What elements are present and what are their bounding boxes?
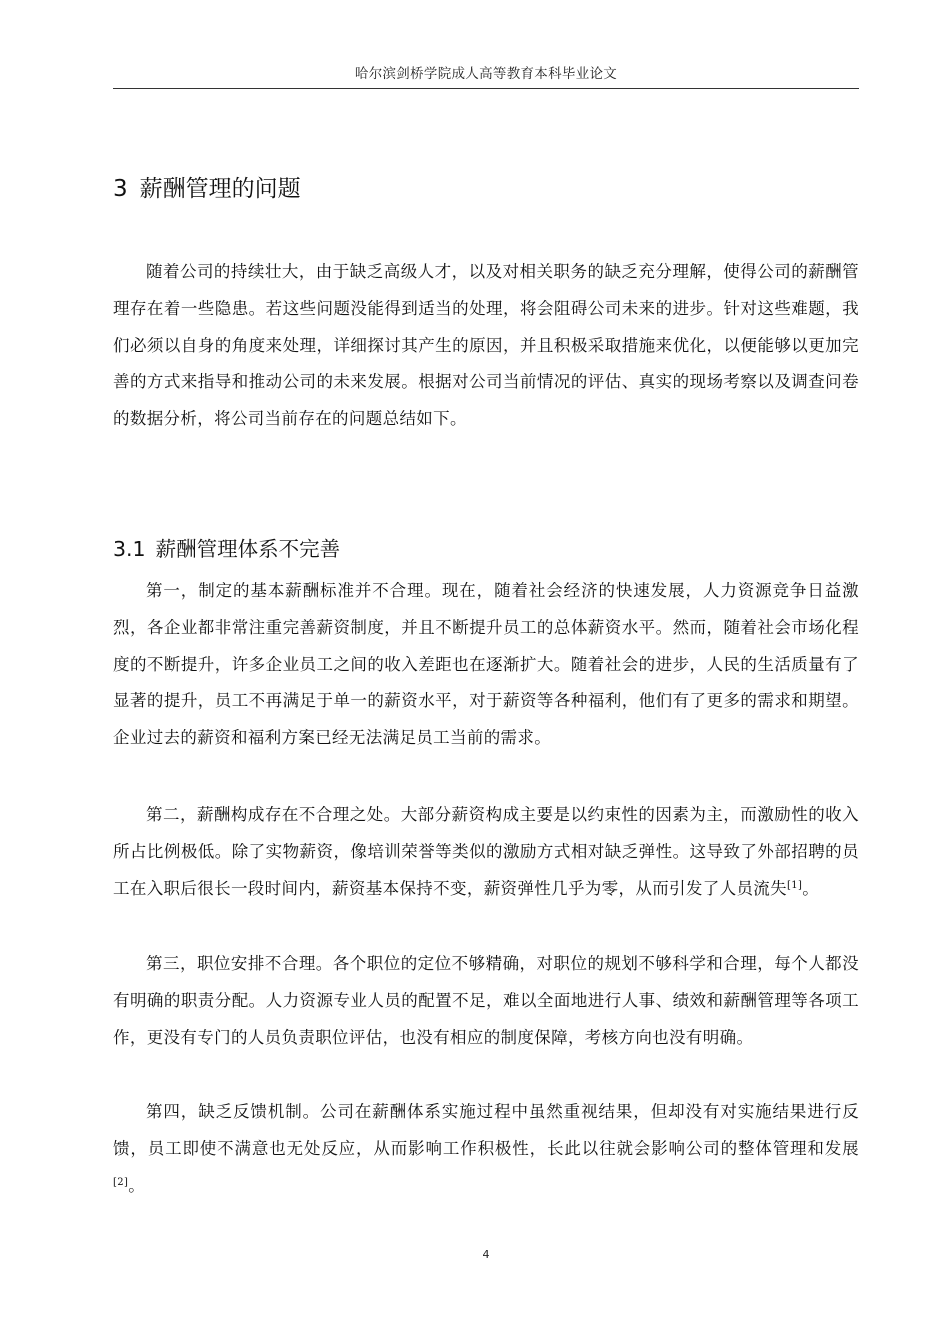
page-number: 4 (482, 1248, 490, 1261)
chapter-intro-paragraph: 随着公司的持续壮大，由于缺乏高级人才，以及对相关职务的缺乏充分理解，使得公司的薪酬管理存在着一些隐患。若这些问题没能得到适当的处理，将会阻碍公司未来的进步。针对这些难题，我们必须以自身的角度来处理，详细探讨其产生的原因，并且积极采取措施来优化，以便能够以更加完善的方式来指导和推动公司的未来发展。根据对公司当前情况的评估、真实的现场考察以及调查问卷的数据分析，将公司当前存在的问题总结如下。 (113, 262, 859, 429)
chapter-number: 3 (113, 176, 128, 202)
paragraph-tail: 。 (128, 1175, 146, 1195)
paragraph-tail: 。 (802, 878, 820, 898)
body-paragraph (113, 946, 859, 1056)
section-title (113, 533, 859, 565)
paragraph-text: 第三，职位安排不合理。各个职位的定位不够精确，对职位的规划不够科学和合理，每个人都没有明确的职责分配。人力资源专业人员的配置不足，难以全面地进行人事、绩效和薪酬管理等各项工作，更没有专门的人员负责职位评估，也没有相应的制度保障，考核方向也没有明确。 (113, 954, 859, 1047)
paragraph-text: 第二，薪酬构成存在不合理之处。大部分薪资构成主要是以约束性的因素为主，而激励性的收入所占比例极低。除了实物薪资，像培训荣誉等类似的激励方式相对缺乏弹性。这导致了外部招聘的员工在入职后很长一段时间内，薪资基本保持不变，薪资弹性几乎为零，从而引发了人员流失 (113, 805, 859, 898)
paragraph-text: 第四，缺乏反馈机制。公司在薪酬体系实施过程中虽然重视结果，但却没有对实施结果进行反馈，员工即使不满意也无处反应，从而影响工作积极性，长此以往就会影响公司的整体管理和发展 (113, 1102, 859, 1158)
section-title-text: 薪酬管理体系不完善 (155, 537, 341, 561)
section-number: 3.1 (113, 537, 146, 561)
body-paragraph (113, 1094, 859, 1204)
header-rule (113, 88, 859, 89)
body-paragraph (113, 573, 859, 757)
citation-reference[interactable]: [1] (787, 879, 803, 891)
paragraph-text: 第一，制定的基本薪酬标准并不合理。现在，随着社会经济的快速发展，人力资源竞争日益激烈，各企业都非常注重完善薪资制度，并且不断提升员工的总体薪资水平。然而，随着社会市场化程度的不断提升，许多企业员工之间的收入差距也在逐渐扩大。随着社会的进步，人民的生活质量有了显著的提升，员工不再满足于单一的薪资水平，对于薪资等各种福利，他们有了更多的需求和期望。企业过去的薪资和福利方案已经无法满足员工当前的需求。 (113, 581, 859, 748)
running-header: 哈尔滨剑桥学院成人高等教育本科毕业论文 (354, 66, 618, 82)
chapter-title-text: 薪酬管理的问题 (139, 176, 301, 202)
citation-reference[interactable]: [2] (113, 1176, 129, 1188)
body-paragraph (113, 797, 859, 907)
chapter-title (113, 172, 859, 206)
